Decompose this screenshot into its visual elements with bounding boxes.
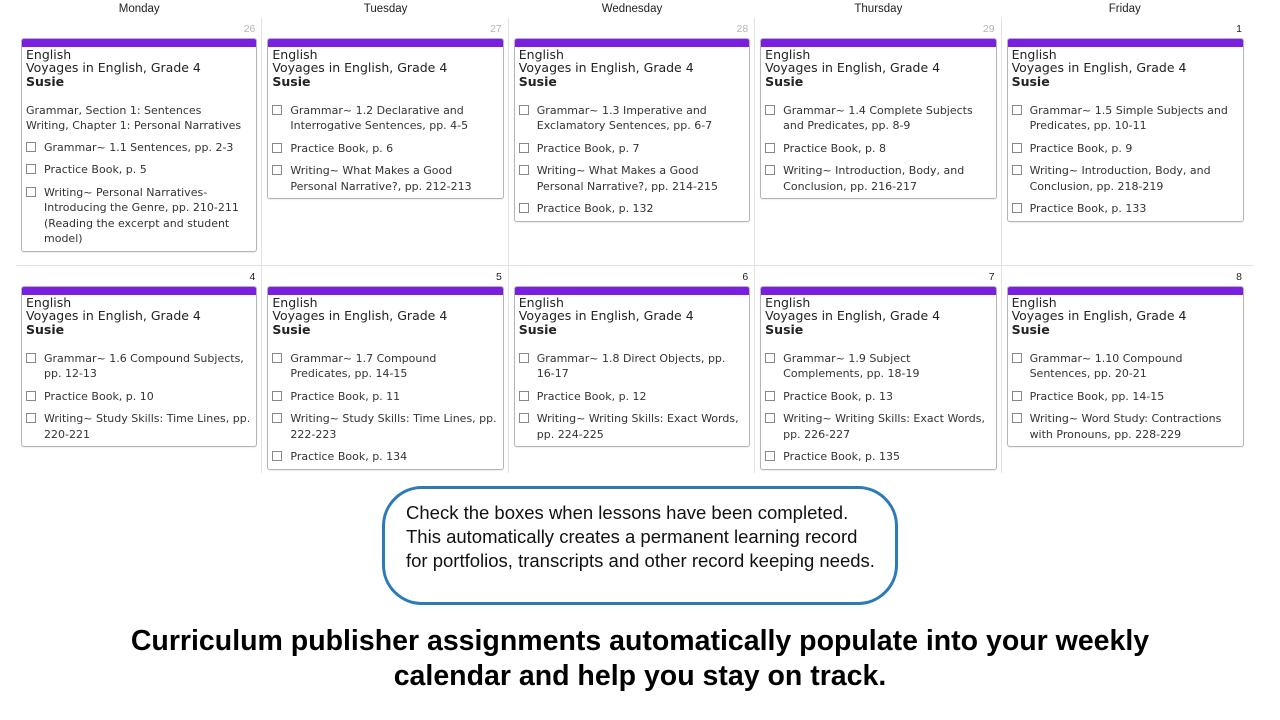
student-name: Susie xyxy=(765,321,804,337)
task-checkbox[interactable] xyxy=(272,165,282,175)
subject-label: English xyxy=(26,47,72,62)
task-label: Writing~ Writing Skills: Exact Words, pp. 224-225 xyxy=(536,412,739,441)
event-color-bar xyxy=(22,287,256,295)
day-cell[interactable] xyxy=(16,266,262,473)
task-label: Practice Book, p. 12 xyxy=(536,389,647,403)
task-item xyxy=(26,185,252,247)
task-label: Practice Book, p. 8 xyxy=(783,141,886,155)
subject-label: English xyxy=(1011,47,1057,62)
task-checkbox[interactable] xyxy=(765,451,775,461)
course-label: Voyages in English, Grade 4 xyxy=(26,308,201,323)
task-item xyxy=(519,411,745,442)
event-color-bar xyxy=(761,39,995,47)
task-label: Grammar~ 1.10 Compound Sentences, pp. 20-21 xyxy=(1029,351,1183,380)
task-checkbox[interactable] xyxy=(519,143,529,153)
task-item xyxy=(519,389,745,405)
lesson-card[interactable] xyxy=(267,286,503,470)
day-header-row xyxy=(16,0,1254,18)
task-checkbox[interactable] xyxy=(1012,143,1022,153)
task-checkbox[interactable] xyxy=(519,203,529,213)
weekly-calendar xyxy=(16,0,1254,473)
event-color-bar xyxy=(22,39,256,47)
headline xyxy=(0,624,1280,694)
task-checkbox[interactable] xyxy=(519,391,529,401)
date-number: 28 xyxy=(736,23,749,35)
course-label: Voyages in English, Grade 4 xyxy=(518,60,694,75)
task-item xyxy=(519,103,745,134)
task-item xyxy=(1012,141,1239,157)
day-header-tuesday: Tuesday xyxy=(363,3,408,15)
task-checkbox[interactable] xyxy=(272,451,282,461)
lesson-card[interactable] xyxy=(514,286,750,447)
day-cell[interactable] xyxy=(262,18,508,265)
week-row-1 xyxy=(16,18,1254,266)
task-list xyxy=(1012,351,1239,443)
subject-label: English xyxy=(765,295,811,310)
task-label: Practice Book, p. 9 xyxy=(1029,141,1133,155)
subject-label: English xyxy=(272,295,318,310)
task-item xyxy=(272,411,498,442)
task-item xyxy=(272,163,498,194)
task-label: Writing~ What Makes a Good Personal Narrative?, pp. 212-213 xyxy=(290,164,472,193)
task-label: Practice Book, pp. 14-15 xyxy=(1029,389,1165,403)
task-item xyxy=(765,449,991,465)
task-label: Grammar~ 1.5 Simple Subjects and Predicates, pp. 10-11 xyxy=(1029,103,1228,132)
day-header-monday: Monday xyxy=(118,3,160,15)
week-row-2 xyxy=(16,266,1254,473)
task-item xyxy=(1012,103,1239,134)
task-item xyxy=(765,103,991,134)
date-number: 27 xyxy=(490,23,502,35)
day-cell[interactable] xyxy=(16,18,262,265)
day-cell[interactable] xyxy=(262,266,508,473)
task-checkbox[interactable] xyxy=(26,164,36,174)
course-label: Voyages in English, Grade 4 xyxy=(1011,60,1187,75)
event-color-bar xyxy=(761,287,995,295)
task-item xyxy=(765,163,991,194)
course-label: Voyages in English, Grade 4 xyxy=(765,308,941,323)
student-name: Susie xyxy=(1011,73,1050,89)
task-item xyxy=(272,141,498,157)
task-item xyxy=(272,351,498,382)
student-name: Susie xyxy=(518,321,557,337)
date-number: 5 xyxy=(495,271,502,283)
student-name: Susie xyxy=(272,73,311,89)
date-number: 6 xyxy=(742,271,749,283)
course-label: Voyages in English, Grade 4 xyxy=(518,308,694,323)
task-label: Practice Book, p. 135 xyxy=(783,450,900,463)
task-item xyxy=(765,411,991,442)
task-item xyxy=(1012,389,1239,405)
task-item xyxy=(1012,351,1239,382)
date-number: 1 xyxy=(1236,23,1242,35)
day-header-thursday: Thursday xyxy=(854,3,903,15)
headline-line: calendar and help you stay on track. xyxy=(393,660,887,692)
lesson-card[interactable] xyxy=(760,38,996,199)
course-label: Voyages in English, Grade 4 xyxy=(765,60,941,75)
lesson-card[interactable] xyxy=(267,38,503,199)
date-number: 8 xyxy=(1236,271,1242,283)
task-item xyxy=(1012,201,1239,217)
task-checkbox[interactable] xyxy=(1012,165,1022,175)
task-item xyxy=(1012,163,1239,194)
task-label: Grammar~ 1.7 Compound Predicates, pp. 14-15 xyxy=(290,351,437,380)
info-callout xyxy=(382,486,898,605)
event-color-bar xyxy=(1008,287,1243,295)
day-cell[interactable] xyxy=(509,266,755,473)
event-color-bar xyxy=(515,39,749,47)
course-label: Voyages in English, Grade 4 xyxy=(1011,308,1187,323)
task-list xyxy=(765,103,991,195)
date-number: 26 xyxy=(243,23,256,35)
task-item xyxy=(519,141,745,157)
subject-label: English xyxy=(26,295,72,310)
day-header-friday: Friday xyxy=(1108,3,1141,15)
task-label: Practice Book, p. 134 xyxy=(290,450,408,463)
task-checkbox[interactable] xyxy=(272,105,282,115)
task-list xyxy=(272,103,498,195)
student-name: Susie xyxy=(26,321,65,337)
event-color-bar xyxy=(1008,39,1243,47)
task-checkbox[interactable] xyxy=(1012,105,1022,115)
task-checkbox[interactable] xyxy=(272,353,282,363)
task-checkbox[interactable] xyxy=(272,143,282,153)
task-list xyxy=(26,351,252,443)
lesson-notes xyxy=(26,103,252,134)
task-label: Writing~ Study Skills: Time Lines, pp. 220-221 xyxy=(44,412,251,441)
task-checkbox[interactable] xyxy=(519,413,529,423)
task-checkbox[interactable] xyxy=(1012,413,1022,423)
subject-label: English xyxy=(518,295,564,310)
day-cell[interactable] xyxy=(509,18,755,265)
day-cell[interactable] xyxy=(755,18,1001,265)
task-checkbox[interactable] xyxy=(519,353,529,363)
date-number: 29 xyxy=(982,23,995,35)
task-list xyxy=(272,351,498,465)
task-list xyxy=(765,351,991,465)
task-item xyxy=(765,351,991,382)
task-item xyxy=(1012,411,1239,442)
task-checkbox[interactable] xyxy=(1012,391,1022,401)
task-checkbox[interactable] xyxy=(26,187,36,197)
task-label: Grammar~ 1.1 Sentences, pp. 2-3 xyxy=(44,140,234,154)
task-item xyxy=(765,141,991,157)
course-label: Voyages in English, Grade 4 xyxy=(272,60,448,75)
task-label: Grammar~ 1.4 Complete Subjects and Predicates, pp. 8-9 xyxy=(783,103,973,132)
task-list xyxy=(26,140,252,247)
task-checkbox[interactable] xyxy=(26,353,36,363)
task-item xyxy=(272,389,498,405)
task-checkbox[interactable] xyxy=(26,413,36,423)
task-list xyxy=(519,351,745,443)
task-label: Practice Book, p. 10 xyxy=(44,389,154,403)
task-item xyxy=(519,351,745,382)
lesson-card[interactable] xyxy=(760,286,996,470)
day-header-wednesday: Wednesday xyxy=(601,3,663,15)
student-name: Susie xyxy=(272,321,311,337)
course-label: Voyages in English, Grade 4 xyxy=(272,308,448,323)
task-label: Grammar~ 1.9 Subject Complements, pp. 18-19 xyxy=(783,351,920,380)
task-item xyxy=(26,411,252,442)
lesson-card[interactable] xyxy=(1007,38,1244,222)
task-label: Grammar~ 1.6 Compound Subjects, pp. 12-13 xyxy=(44,351,244,380)
task-label: Practice Book, p. 6 xyxy=(290,141,394,155)
day-cell[interactable] xyxy=(755,266,1001,473)
student-name: Susie xyxy=(1011,321,1050,337)
headline-line: Curriculum publisher assignments automatically populate into your weekly xyxy=(130,625,1150,657)
event-color-bar xyxy=(268,287,502,295)
event-color-bar xyxy=(515,287,749,295)
task-checkbox[interactable] xyxy=(765,353,775,363)
task-item xyxy=(26,162,252,178)
subject-label: English xyxy=(1011,295,1057,310)
student-name: Susie xyxy=(518,73,557,89)
task-checkbox[interactable] xyxy=(272,413,282,423)
subject-label: English xyxy=(765,47,811,62)
lesson-card[interactable] xyxy=(514,38,750,222)
lesson-card[interactable] xyxy=(1007,286,1244,447)
student-name: Susie xyxy=(26,73,65,89)
task-checkbox[interactable] xyxy=(1012,353,1022,363)
task-checkbox[interactable] xyxy=(765,413,775,423)
task-checkbox[interactable] xyxy=(765,165,775,175)
task-label: Practice Book, p. 133 xyxy=(1029,202,1147,215)
task-label: Writing~ Introduction, Body, and Conclusion, pp. 218-219 xyxy=(1029,164,1211,193)
task-label: Grammar~ 1.3 Imperative and Exclamatory Sentences, pp. 6-7 xyxy=(536,103,713,132)
task-item xyxy=(272,103,498,134)
task-label: Writing~ Word Study: Contractions with Pronouns, pp. 228-229 xyxy=(1029,412,1222,441)
date-number: 7 xyxy=(988,271,995,283)
task-label: Practice Book, p. 5 xyxy=(44,163,147,176)
lesson-card[interactable] xyxy=(21,286,257,447)
task-label: Writing~ Personal Narratives- Introducing the Genre, pp. 210-211 (Reading the excerpt and student model) xyxy=(44,185,239,245)
task-label: Writing~ Writing Skills: Exact Words, pp. 226-227 xyxy=(783,412,985,441)
date-number: 4 xyxy=(249,271,256,283)
task-label: Writing~ What Makes a Good Personal Narrative?, pp. 214-215 xyxy=(536,164,718,193)
task-label: Practice Book, p. 132 xyxy=(536,202,654,215)
task-label: Grammar~ 1.8 Direct Objects, pp. 16-17 xyxy=(536,351,726,380)
task-label: Writing~ Study Skills: Time Lines, pp. 222-223 xyxy=(290,412,497,441)
note-line: Grammar, Section 1: Sentences xyxy=(26,103,202,117)
student-name: Susie xyxy=(765,73,804,89)
task-label: Practice Book, p. 11 xyxy=(290,389,401,403)
subject-label: English xyxy=(518,47,564,62)
task-list xyxy=(1012,103,1239,217)
lesson-card[interactable] xyxy=(21,38,257,252)
task-label: Practice Book, p. 7 xyxy=(536,141,640,155)
task-checkbox[interactable] xyxy=(765,105,775,115)
task-list xyxy=(519,103,745,217)
task-checkbox[interactable] xyxy=(26,391,36,401)
task-checkbox[interactable] xyxy=(765,143,775,153)
event-color-bar xyxy=(268,39,502,47)
task-item xyxy=(26,351,252,382)
subject-label: English xyxy=(272,47,318,62)
task-item xyxy=(519,163,745,194)
task-checkbox[interactable] xyxy=(1012,203,1022,213)
task-item xyxy=(26,389,252,405)
task-label: Writing~ Introduction, Body, and Conclusion, pp. 216-217 xyxy=(783,164,965,193)
course-label: Voyages in English, Grade 4 xyxy=(26,60,201,75)
day-cell[interactable] xyxy=(1002,18,1248,265)
task-label: Practice Book, p. 13 xyxy=(783,389,893,403)
task-item xyxy=(519,201,745,217)
task-checkbox[interactable] xyxy=(765,391,775,401)
note-line: Writing, Chapter 1: Personal Narratives xyxy=(26,119,242,132)
task-checkbox[interactable] xyxy=(519,105,529,115)
task-label: Grammar~ 1.2 Declarative and Interrogative Sentences, pp. 4-5 xyxy=(290,103,469,132)
task-checkbox[interactable] xyxy=(519,165,529,175)
task-item xyxy=(26,140,252,156)
task-item xyxy=(272,449,498,465)
task-checkbox[interactable] xyxy=(26,142,36,152)
task-item xyxy=(765,389,991,405)
day-cell[interactable] xyxy=(1002,266,1248,473)
callout-text: Check the boxes when lessons have been completed. This automatically creates a permanent learning record for portfolios, transcripts and other record keeping needs. xyxy=(406,502,875,571)
task-checkbox[interactable] xyxy=(272,391,282,401)
